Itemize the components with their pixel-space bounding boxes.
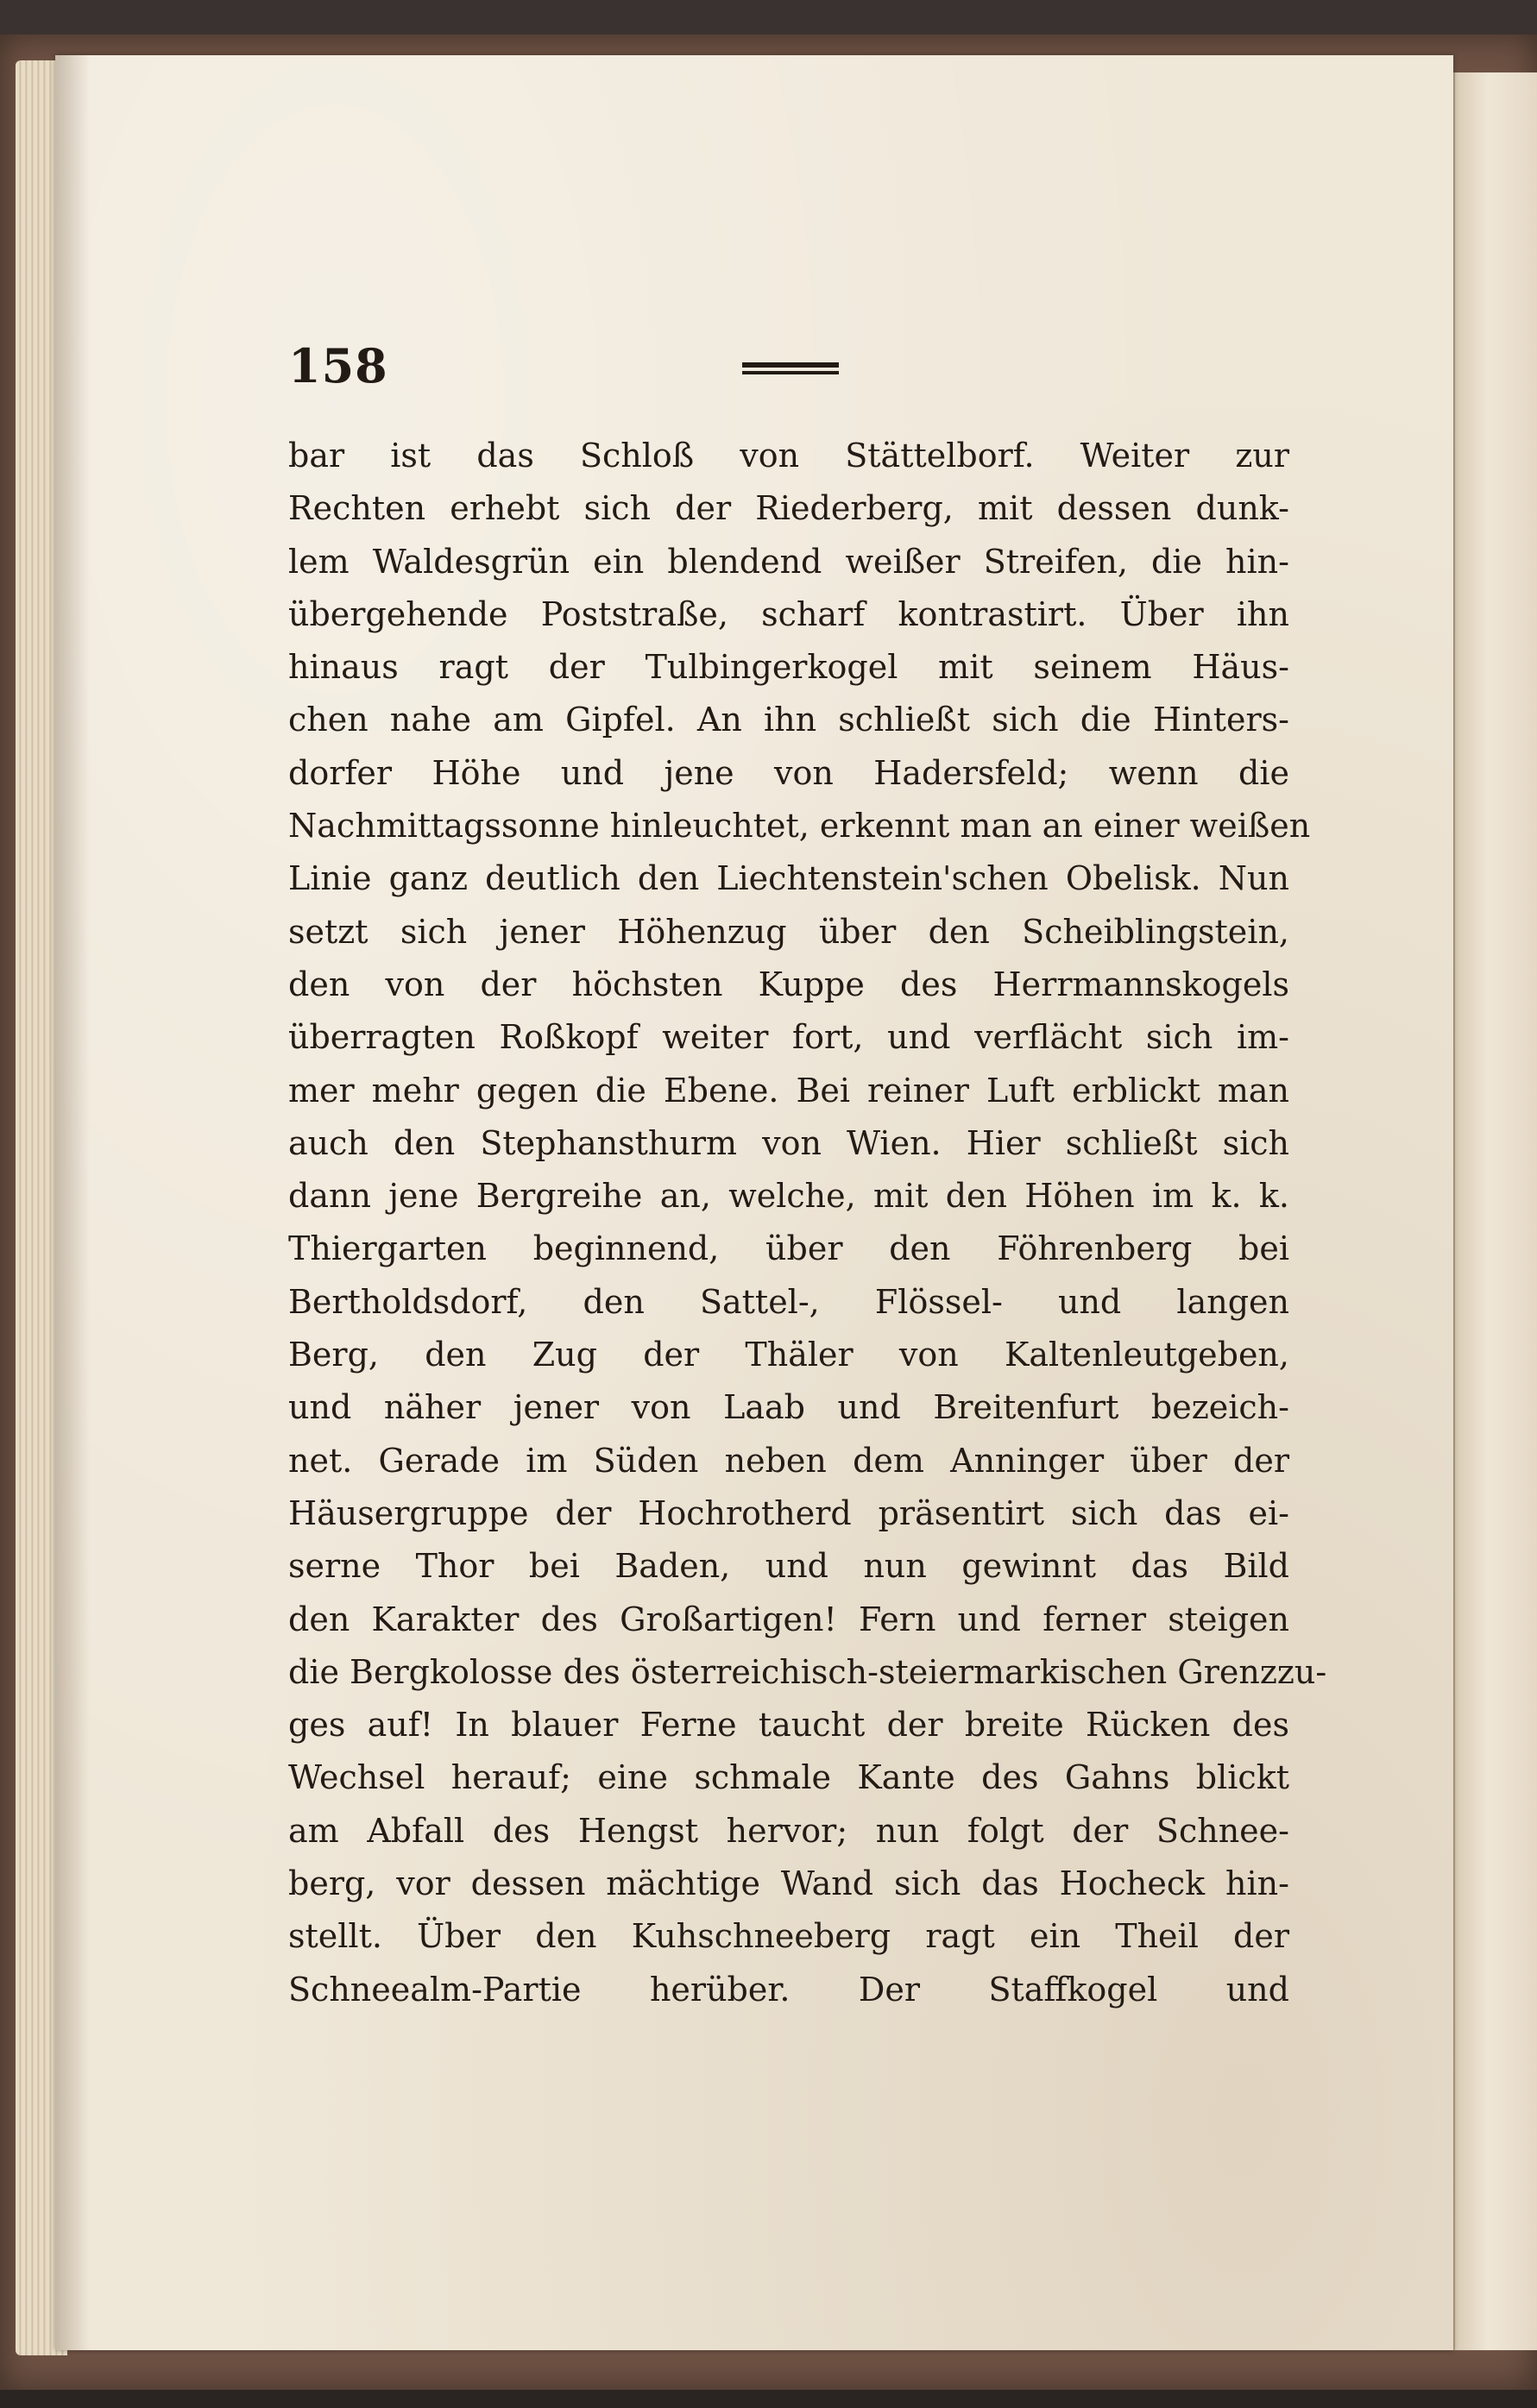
text-line: net. Gerade im Süden neben dem Anninger über der — [288, 1441, 1289, 1480]
text-line: dann jene Bergreihe an, welche, mit den Höhen im k. k. — [288, 1177, 1289, 1216]
text-line: und näher jener von Laab und Breitenfurt bezeich- — [288, 1388, 1289, 1427]
text-line: überragten Roßkopf weiter fort, und verflächt sich im- — [288, 1018, 1289, 1057]
text-line: dorfer Höhe und jene von Hadersfeld; wenn die — [288, 753, 1289, 792]
text-line: mer mehr gegen die Ebene. Bei reiner Luft erblickt man — [288, 1071, 1289, 1110]
body-text — [288, 430, 1327, 2016]
text-line: serne Thor bei Baden, und nun gewinnt das Bild — [288, 1547, 1289, 1586]
text-line: Häusergruppe der Hochrotherd präsentirt sich das ei- — [288, 1493, 1289, 1532]
page-number: 158 — [288, 338, 388, 393]
text-line: die Bergkolosse des österreichisch-steiermarkischen Grenzzu- — [288, 1652, 1327, 1691]
text-line: Nachmittagssonne hinleuchtet, erkennt man an einer weißen — [288, 807, 1311, 846]
gutter-shadow — [55, 55, 90, 2350]
facing-page-edge — [1453, 72, 1537, 2350]
text-line: Bertholdsdorf, den Sattel-, Flössel- und langen — [288, 1282, 1289, 1321]
text-line: ges auf! In blauer Ferne taucht der breite Rücken des — [288, 1706, 1289, 1745]
page-header — [288, 338, 1289, 407]
header-rule — [742, 362, 839, 374]
text-line: Rechten erhebt sich der Riederberg, mit dessen dunk- — [288, 489, 1289, 528]
text-line: setzt sich jener Höhenzug über den Scheiblingstein, — [288, 912, 1289, 951]
text-line: Linie ganz deutlich den Liechtenstein'schen Obelisk. Nun — [288, 859, 1289, 898]
text-line: lem Waldesgrün ein blendend weißer Streifen, die hin- — [288, 542, 1289, 581]
text-line: berg, vor dessen mächtige Wand sich das Hocheck hin- — [288, 1864, 1289, 1903]
text-line: Schneealm-Partie herüber. Der Staffkogel und — [288, 1970, 1289, 2009]
text-line: Thiergarten beginnend, über den Föhrenberg bei — [288, 1229, 1289, 1268]
text-line: am Abfall des Hengst hervor; nun folgt der Schnee- — [288, 1811, 1289, 1850]
text-line: stellt. Über den Kuhschneeberg ragt ein Theil der — [288, 1917, 1289, 1956]
text-line: Berg, den Zug der Thäler von Kaltenleutgeben, — [288, 1336, 1289, 1374]
text-line: übergehende Poststraße, scharf kontrastirt. Über ihn — [288, 594, 1289, 633]
text-line: Wechsel herauf; eine schmale Kante des Gahns blickt — [288, 1758, 1289, 1797]
text-line: auch den Stephansthurm von Wien. Hier schließt sich — [288, 1123, 1289, 1162]
text-line: hinaus ragt der Tulbingerkogel mit seinem Häus- — [288, 648, 1289, 687]
text-line: chen nahe am Gipfel. An ihn schließt sich die Hinters- — [288, 701, 1289, 739]
text-line: den von der höchsten Kuppe des Herrmannskogels — [288, 965, 1289, 1003]
text-line: bar ist das Schloß von Stättelborf. Weiter zur — [288, 437, 1289, 475]
text-line: den Karakter des Großartigen! Fern und ferner steigen — [288, 1600, 1289, 1638]
